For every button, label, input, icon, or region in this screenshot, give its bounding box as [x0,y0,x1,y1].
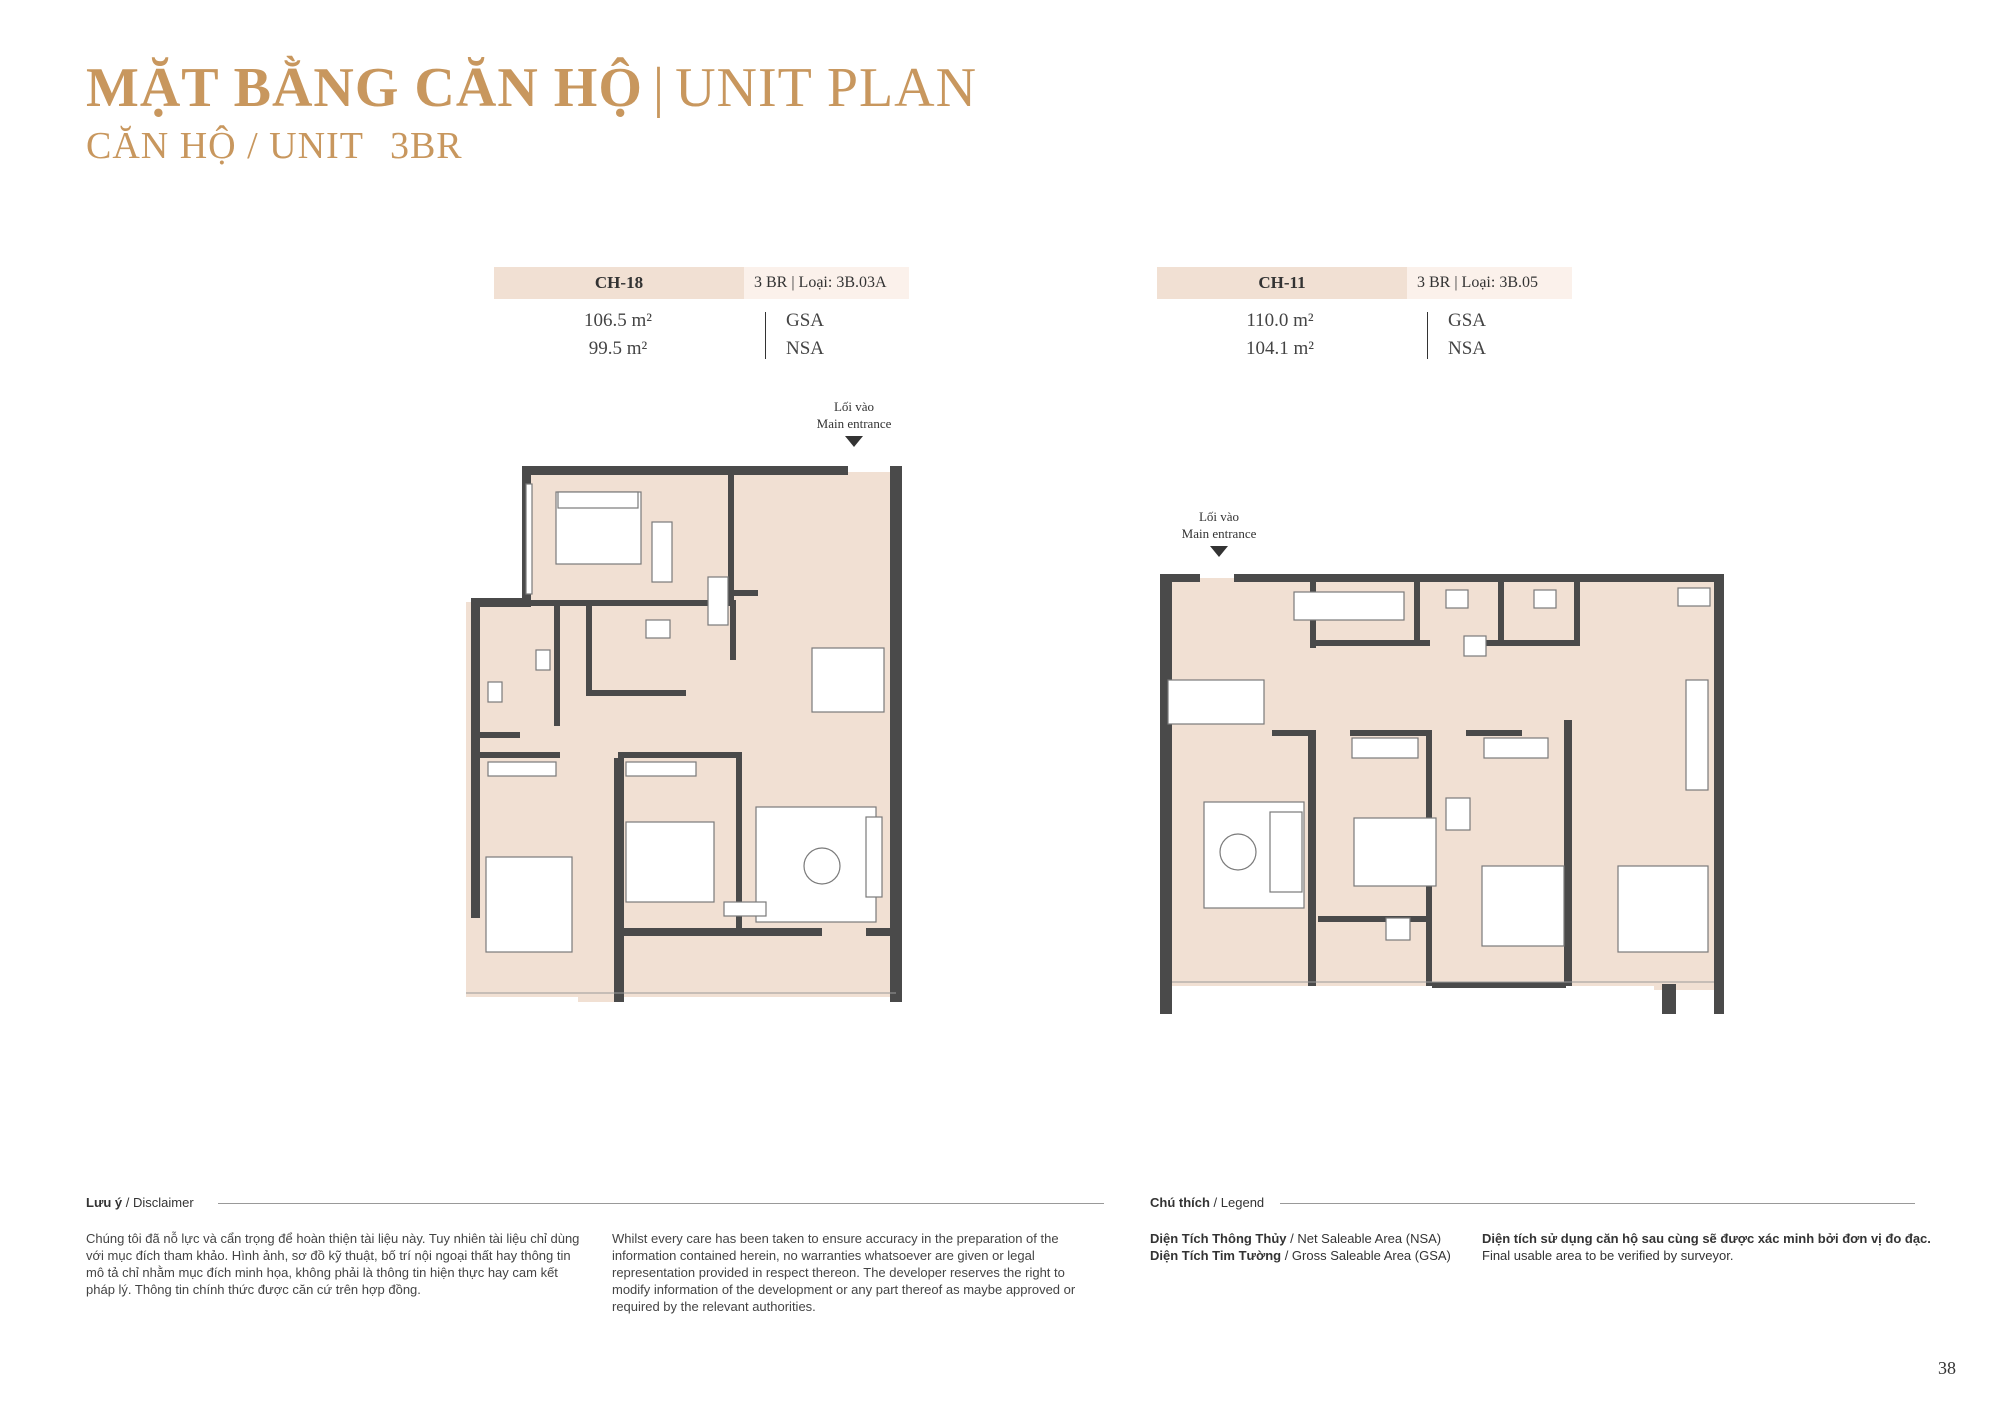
disclaimer-text-vi: Chúng tôi đã nỗ lực và cẩn trọng để hoàn thiện tài liệu này. Tuy nhiên tài liệu chỉ dùng với mục đích tham khảo. Hình ảnh, sơ đồ kỹ thuật, bố trí nội ngoại thất hay thông tin mô tả chỉ nhằm mục đích minh họa, không phải là thông tin hiện thực hay cam kết pháp lý. Thông tin chính thức được căn cứ trên hợp đồng. [86,1231,580,1297]
nsa-label: NSA [786,338,825,359]
entrance-marker-ch11 [1159,508,1279,557]
page-number: 38 [1938,1358,1956,1378]
legend-nsa-term: Diện Tích Thông Thủy [1150,1231,1287,1246]
nsa-value: 99.5 m² [588,338,648,359]
legend-note [1482,1230,1931,1264]
legend-rule [1280,1203,1915,1204]
unit-type: 3 BR | Loại: 3B.05 [1407,267,1572,299]
disclaimer-text-en: Whilst every care has been taken to ensure accuracy in the preparation of the information contained herein, no warranties whatsoever are given or legal representation provided in respect thereon. The developer reserves the right to modify information of the development or any part thereof as maybe approved or required by the relevant authorities. [612,1231,1076,1314]
area-divider [1427,312,1428,359]
title-separator: | [652,57,666,119]
disclaimer-heading [86,1195,194,1210]
legend-note-en: Final usable area to be verified by surveyor. [1482,1248,1734,1263]
title-english: UNIT PLAN [675,57,978,119]
subtitle-type: 3BR [389,125,463,167]
entrance-arrow-icon [845,436,863,447]
area-divider [765,312,766,359]
legend-definitions [1150,1230,1451,1264]
entrance-label-en: Main entrance [1181,526,1257,541]
legend-gsa-desc: / Gross Saleable Area (GSA) [1281,1248,1451,1263]
legend-label-bold: Chú thích [1150,1195,1210,1210]
gsa-value: 110.0 m² [1246,310,1314,331]
gsa-label: GSA [786,310,825,331]
disclaimer-rule [218,1203,1104,1204]
disclaimer-label-rest: / Disclaimer [122,1195,194,1210]
legend-note-vi [1482,1230,1931,1247]
entrance-label-en: Main entrance [816,416,892,431]
legend-label-rest: / Legend [1209,1195,1265,1210]
gsa-value: 106.5 m² [584,310,652,331]
unit-type: 3 BR | Loại: 3B.03A [744,267,909,299]
entrance-marker-ch18 [794,398,914,447]
unit-area-ch11 [1180,310,1580,370]
legend-nsa [1150,1230,1451,1247]
page-subtitle [86,124,463,168]
unit-header-ch18 [494,267,909,299]
subtitle-label: CĂN HỘ / UNIT [86,125,364,167]
legend-note-vi-text: Diện tích sử dụng căn hộ sau cùng sẽ được xác minh bởi đơn vị đo đạc. [1482,1231,1931,1246]
title-vietnamese: MẶT BẰNG CĂN HỘ [86,57,643,119]
unit-code: CH-11 [1157,267,1407,299]
nsa-label: NSA [1448,338,1487,359]
unit-header-ch11 [1157,267,1572,299]
unit-code: CH-18 [494,267,744,299]
entrance-label-vi: Lối vào [1198,509,1240,524]
nsa-value: 104.1 m² [1246,338,1314,359]
entrance-label-vi: Lối vào [833,399,875,414]
disclaimer-label-bold: Lưu ý [86,1195,123,1210]
legend-gsa-term: Diện Tích Tim Tường [1150,1248,1282,1263]
legend-heading [1150,1195,1264,1210]
gsa-label: GSA [1448,310,1487,331]
entrance-arrow-icon [1210,546,1228,557]
unit-area-ch18 [518,310,918,370]
page-title [86,56,977,120]
legend-nsa-desc: / Net Saleable Area (NSA) [1286,1231,1442,1246]
legend-gsa [1150,1247,1451,1264]
floor-plan-ch11 [1154,570,1724,1020]
floor-plan-ch18 [466,462,906,1012]
